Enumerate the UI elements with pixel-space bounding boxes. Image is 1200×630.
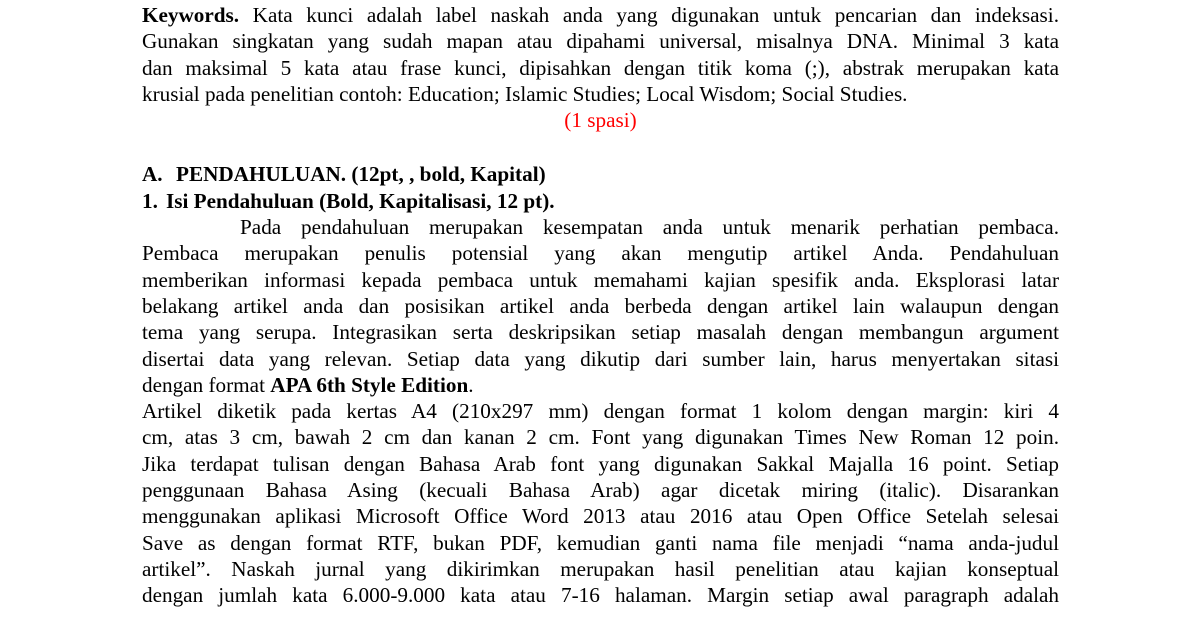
spacing-note: (1 spasi) [564,108,637,133]
paragraph-line: menggunakan aplikasi Microsoft Office Word 2013 atau 2016 atau Open Office Setelah selesai [142,504,1059,529]
blank-line [142,133,1059,161]
keywords-line-2: Gunakan singkatan yang sudah mapan atau dipahami universal, misalnya DNA. Minimal 3 kata [142,29,1059,54]
paragraph-line: Jika terdapat tulisan dengan Bahasa Arab font yang digunakan Sakkal Majalla 16 point. Setiap [142,451,1059,476]
section-title: PENDAHULUAN. (12pt, , bold, Kapital) [176,162,546,187]
paragraph-line: Pembaca merupakan penulis potensial yang akan mengutip artikel Anda. Pendahuluan [142,241,1059,266]
sub-heading-title: Isi Pendahuluan (Bold, Kapitalisasi, 12 pt). [166,188,555,213]
document-body [142,2,1059,609]
paragraph-line: artikel”. Naskah jurnal yang dikirimkan merupakan hasil penelitian atau kajian konseptual [142,556,1059,581]
paragraph-line: memberikan informasi kepada pembaca untuk memahami kajian spesifik anda. Eksplorasi latar [142,267,1059,292]
sub-heading [142,188,1059,214]
paragraph-formatting [142,398,1059,608]
paragraph-line-last [142,372,1059,398]
keywords-label: Keywords. [142,3,240,27]
paragraph-line: Pada pendahuluan merupakan kesempatan anda untuk menarik perhatian pembaca. [240,215,1059,240]
keywords-line-3: dan maksimal 5 kata atau frase kunci, dipisahkan dengan titik koma (;), abstrak merupakan kata [142,55,1059,80]
paragraph-line: disertai data yang relevan. Setiap data yang dikutip dari sumber lain, harus menyertakan sitasi [142,346,1059,371]
paragraph-line: Save as dengan format RTF, bukan PDF, kemudian ganti nama file menjadi “nama anda-judul [142,530,1059,555]
format-prefix: dengan format [142,372,271,397]
apa-style-label: APA 6th Style Edition [270,372,469,397]
paragraph-line: cm, atas 3 cm, bawah 2 cm dan kanan 2 cm. Font yang digunakan Times New Roman 12 poin. [142,425,1059,450]
section-heading [142,161,1059,187]
sub-heading-number: 1. [142,188,158,213]
paragraph-line: Artikel diketik pada kertas A4 (210x297 mm) dengan format 1 kolom dengan margin: kiri 4 [142,399,1059,424]
keywords-text: Kata kunci adalah label naskah anda yang digunakan untuk pencarian dan indeksasi. [239,3,1059,27]
keywords-line-1 [142,2,1059,28]
keywords-line-4: krusial pada penelitian contoh: Education; Islamic Studies; Local Wisdom; Social Studies. [142,81,908,106]
section-number: A. [142,162,163,187]
format-suffix: . [468,372,474,397]
paragraph-line: tema yang serupa. Integrasikan serta deskripsikan setiap masalah dengan membangun argument [142,320,1059,345]
paragraph-introduction [142,214,1059,398]
paragraph-line: belakang artikel anda dan posisikan artikel anda berbeda dengan artikel lain walaupun dengan [142,293,1059,318]
paragraph-line: dengan jumlah kata 6.000-9.000 kata atau 7-16 halaman. Margin setiap awal paragraph adalah [142,583,1059,608]
keywords-block [142,2,1059,107]
paragraph-line: penggunaan Bahasa Asing (kecuali Bahasa Arab) agar dicetak miring (italic). Disarankan [142,478,1059,503]
